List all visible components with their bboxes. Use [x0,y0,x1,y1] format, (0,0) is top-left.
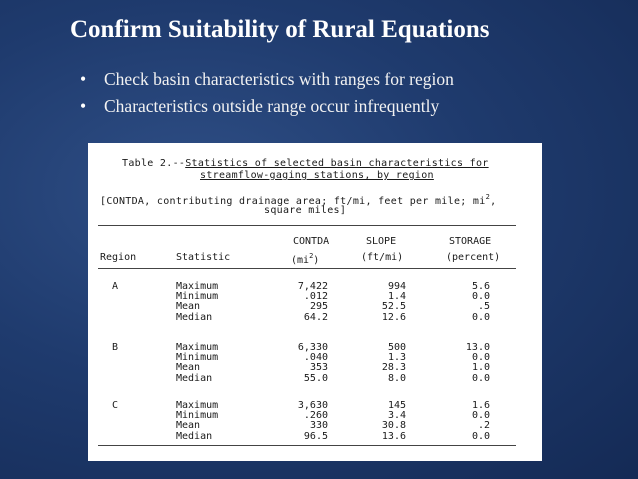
table-cell-storage: 0.0 [471,311,490,323]
table-cell-contda: 6,330 [297,342,328,353]
table-cell-contda: 7,422 [297,281,328,292]
bullet-icon: • [80,69,87,89]
bullet-item [80,93,454,120]
table-caption-prefix: Table 2.-- [122,158,186,169]
table-cell-storage: 0.0 [471,430,490,442]
slide-title: Confirm Suitability of Rural Equations [70,16,490,43]
contda-unit-open: (mi [291,255,310,266]
table-cell-contda: 64.2 [303,311,328,323]
table-cell-statistic: Mean [176,301,201,313]
table-cell-storage: 1.0 [471,362,490,374]
table-cell-storage: .5 [477,301,490,313]
table-cell-slope: 1.3 [387,352,406,364]
table-note-end: , [490,196,497,207]
table-cell-contda: 3,630 [297,400,328,411]
table-cell-statistic: Mean [176,362,201,374]
header-slope-unit: (ft/mi) [361,252,404,263]
table-caption-title: Statistics of selected basin characteristics for [185,158,489,169]
table-note-text: [CONTDA, contributing drainage area; ft/mi, feet per mile; mi [100,196,486,207]
table-cell-statistic: Maximum [176,281,219,292]
table-cell-statistic: Minimum [176,352,219,364]
table-cell-statistic: Median [176,430,213,442]
table-cell-storage: 5.6 [471,281,490,292]
table-cell-statistic: Minimum [176,291,219,303]
table-cell-storage: 0.0 [471,410,490,422]
table-cell-contda: .040 [303,352,328,364]
table-cell-storage: 0.0 [471,291,490,303]
bullet-text: Characteristics outside range occur infrequently [104,96,440,116]
region-label: B [112,342,119,353]
table-note-superscript: 2 [485,193,491,201]
table-caption-line2: streamflow-gaging stations, by region [200,170,434,181]
table-cell-statistic: Minimum [176,410,219,422]
table-cell-statistic: Maximum [176,400,219,411]
header-region: Region [100,252,137,263]
bullet-item [80,66,454,93]
table-cell-contda: .260 [303,410,328,422]
table-cell-slope: 500 [387,342,406,353]
table-cell-statistic: Mean [176,420,201,432]
header-contda: CONTDA [293,236,330,247]
header-statistic: Statistic [176,252,231,263]
contda-unit-superscript: 2 [309,252,314,260]
table-cell-storage: 1.6 [471,400,490,411]
table-cell-slope: 994 [387,281,406,292]
table-cell-contda: 55.0 [303,372,328,384]
table-cell-slope: 145 [387,400,406,411]
table-cell-storage: .2 [477,420,490,432]
table-note-line2: square miles] [264,205,347,216]
header-contda-unit [291,252,319,266]
table-cell-slope: 12.6 [381,311,406,323]
table-caption-line1 [122,158,489,169]
header-slope: SLOPE [366,236,397,247]
table-cell-contda: 330 [309,420,328,432]
table-cell-contda: .012 [303,291,328,303]
table-rule-header [98,268,516,269]
table-cell-slope: 28.3 [381,362,406,374]
table-cell-slope: 52.5 [381,301,406,313]
table-rule-bottom [98,445,516,446]
header-storage-unit: (percent) [446,252,501,263]
bullet-icon: • [80,96,87,116]
table-cell-contda: 353 [309,362,328,374]
table-cell-statistic: Median [176,311,213,323]
table-cell-slope: 8.0 [387,372,406,384]
contda-unit-close: ) [313,255,320,266]
table-cell-slope: 1.4 [387,291,406,303]
table-rule-top [98,225,516,226]
header-storage: STORAGE [449,236,492,247]
table-cell-slope: 3.4 [387,410,406,422]
table-cell-storage: 0.0 [471,352,490,364]
region-label: C [112,400,119,411]
table-cell-storage: 0.0 [471,372,490,384]
table-cell-slope: 13.6 [381,430,406,442]
table-cell-slope: 30.8 [381,420,406,432]
table-cell-storage: 13.0 [465,342,490,353]
table-cell-statistic: Median [176,372,213,384]
table-cell-contda: 96.5 [303,430,328,442]
bullet-text: Check basin characteristics with ranges for region [104,69,454,89]
statistics-table-image [88,143,542,461]
region-label: A [112,281,119,292]
bullet-list [80,66,454,120]
table-cell-contda: 295 [309,301,328,313]
table-cell-statistic: Maximum [176,342,219,353]
